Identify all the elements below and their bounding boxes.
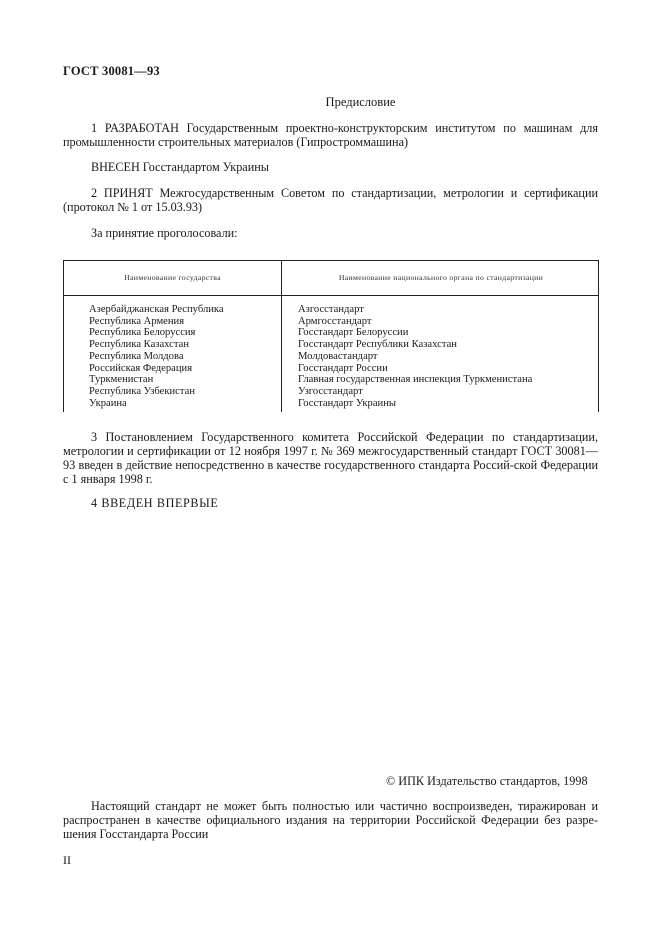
table-header-state: Наименование государства bbox=[124, 273, 221, 282]
table-cell-national-body: Азгосстандарт bbox=[298, 304, 364, 315]
table-cell-national-body: Главная государственная инспекция Туркменистана bbox=[298, 374, 533, 386]
table-cell-national-body: Армгосстандарт bbox=[298, 315, 372, 327]
table-column-national-bodies bbox=[298, 304, 532, 409]
table-cell-national-body: Госстандарт Белоруссии bbox=[298, 327, 409, 339]
table-cell-state: Республика Узбекистан bbox=[89, 385, 196, 397]
table-cell-state: Украина bbox=[89, 397, 127, 409]
standard-code-header: ГОСТ 30081—93 bbox=[63, 64, 160, 78]
voted-intro: За принятие проголосовали: bbox=[91, 226, 238, 240]
table-cell-national-body: Госстандарт России bbox=[298, 362, 388, 374]
table-cell-state: Азербайджанская Республика bbox=[89, 304, 224, 315]
table-cell-state: Республика Белоруссия bbox=[89, 327, 196, 339]
voting-table bbox=[63, 260, 599, 412]
preface-title: Предисловие bbox=[325, 95, 396, 109]
section-decree: 3 Постановлением Государственного комитета Российской Федерации по стандартизации, метрологии и сертификации от 12 ноября 1997 г. № 369 межгосударственный стандарт ГОСТ 30081—93 введен в действие непосредственно в качестве государственного стандарта Россий-ской Федерации с 1 января 1998 г. bbox=[63, 430, 598, 486]
table-cell-state: Республика Казахстан bbox=[89, 339, 190, 351]
section-adopted: 2 ПРИНЯТ Межгосударственным Советом по стандартизации, метрологии и сертификации (протокол № 1 от 15.03.93) bbox=[63, 186, 598, 214]
copyright-line: © ИПК Издательство стандартов, 1998 bbox=[386, 774, 588, 788]
page-number: II bbox=[63, 853, 71, 867]
table-column-states bbox=[89, 304, 224, 409]
table-cell-state: Республика Армения bbox=[89, 315, 185, 327]
table-cell-state: Республика Молдова bbox=[89, 350, 184, 362]
section-introduced: ВНЕСЕН Госстандартом Украины bbox=[91, 160, 269, 174]
table-cell-national-body: Госстандарт Республики Казахстан bbox=[298, 339, 457, 351]
table-cell-national-body: Узгосстандарт bbox=[298, 385, 363, 397]
section-first-introduced: 4 ВВЕДЕН ВПЕРВЫЕ bbox=[91, 496, 219, 510]
table-header-national-body: Наименование национального органа по стандартизации bbox=[338, 273, 544, 282]
table-cell-national-body: Госстандарт Украины bbox=[298, 397, 396, 409]
table-cell-state: Туркменистан bbox=[89, 374, 154, 386]
section-developed: 1 РАЗРАБОТАН Государственным проектно-конструкторским институтом по машинам для промышленности строительных материалов (Гипростроммашина) bbox=[63, 121, 598, 149]
table-cell-national-body: Молдовастандарт bbox=[298, 350, 378, 362]
table-cell-state: Российская Федерация bbox=[89, 362, 193, 374]
reproduction-notice: Настоящий стандарт не может быть полностью или частично воспроизведен, тиражирован и распространен в качестве официального издания на территории Российской Федерации без разре-шения Госстандарта России bbox=[63, 799, 598, 841]
